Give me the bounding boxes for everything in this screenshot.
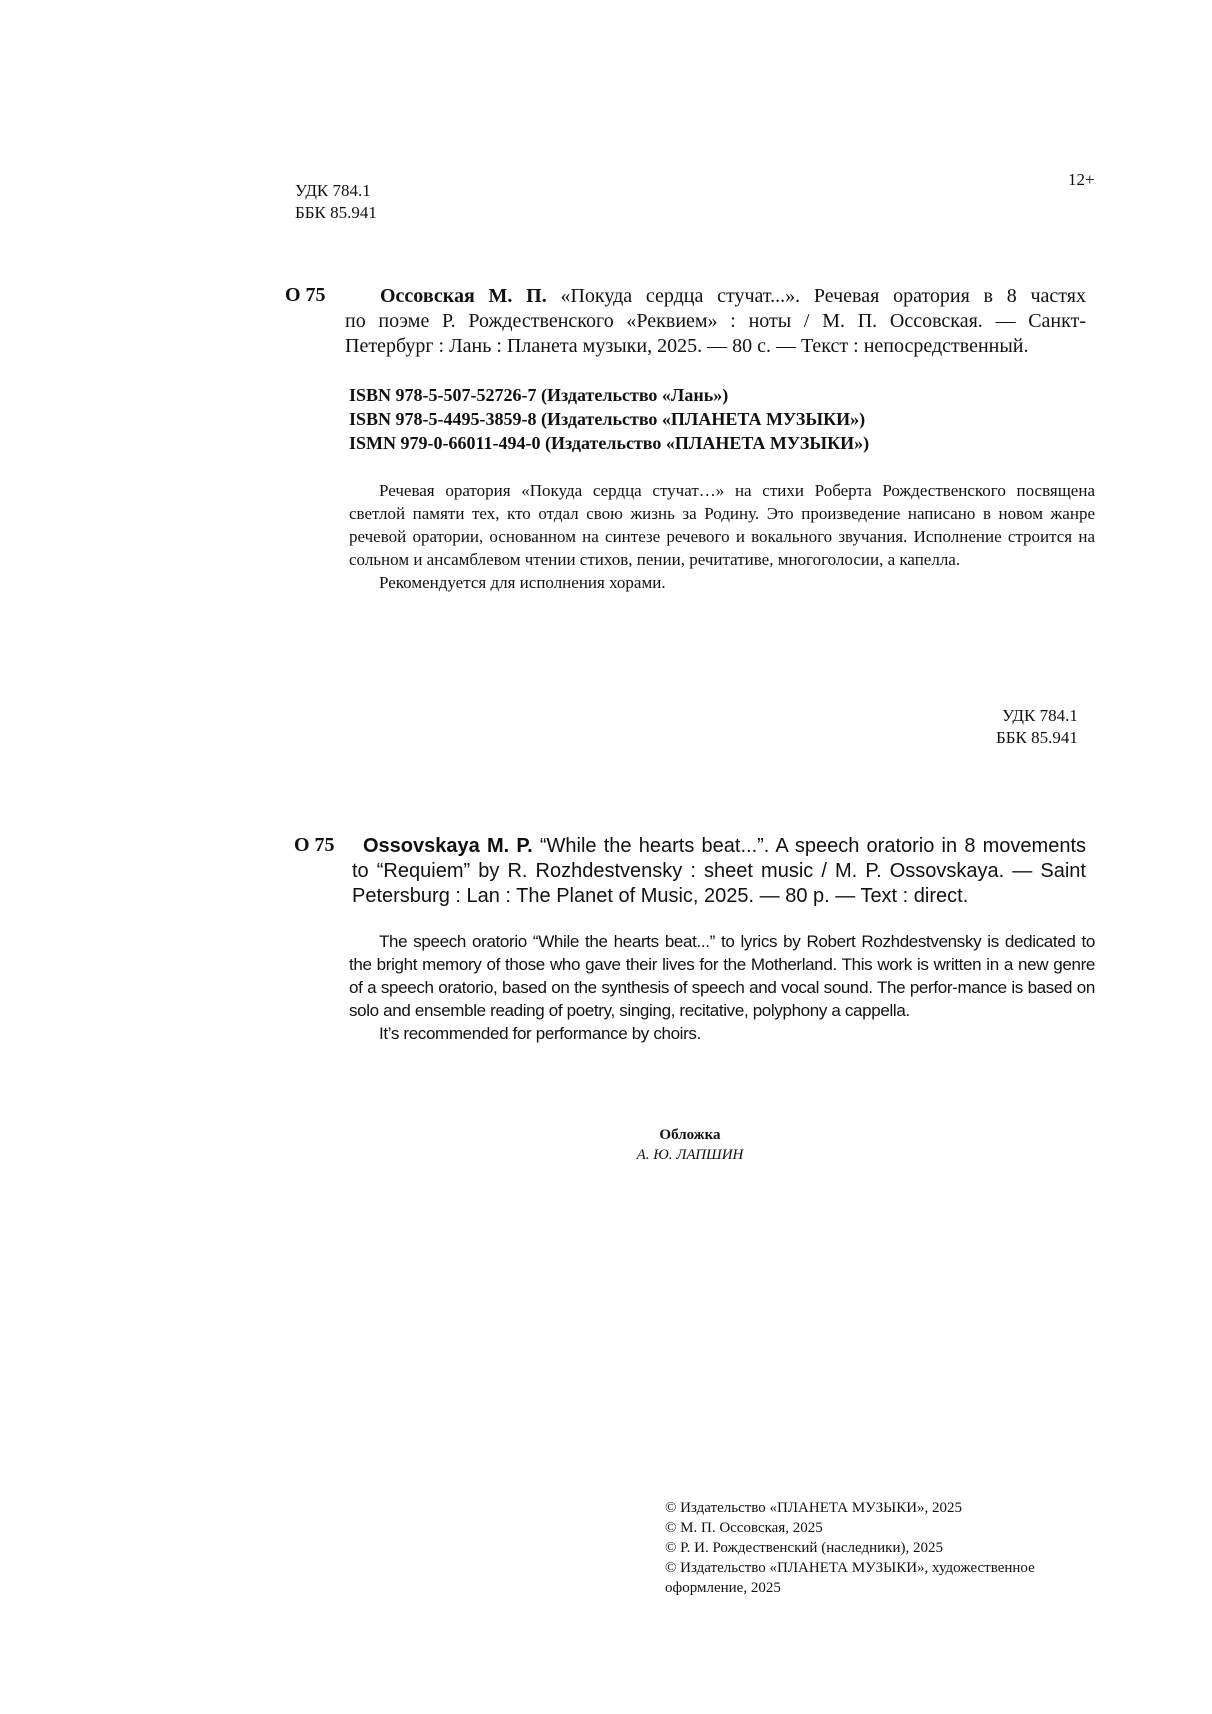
copyright-line: © Издательство «ПЛАНЕТА МУЗЫКИ», 2025 xyxy=(665,1500,963,1516)
isbn-lan: ISBN 978-5-507-52726-7 (Издательство «Лань») xyxy=(349,385,729,405)
bbk-code: ББК 85.941 xyxy=(996,728,1078,747)
copyright-line: оформление, 2025 xyxy=(665,1580,781,1596)
cover-artist: А. Ю. ЛАПШИН xyxy=(636,1147,744,1163)
author-sign-en: O 75 xyxy=(294,834,335,856)
ru-abstract-paragraph: Речевая оратория «Покуда сердца стучат…» на стихи Роберта Рождественского посвящена светлой памяти тех, кто отдал свою жизнь за Родину. Это произведение написано в новом жанре речевой оратории, основанном на синтезе речевого и вокального звучания. Исполнение строится на сольном и ансамблевом чтении стихов, пении, речитативе, многоголосии, а капелла. xyxy=(349,481,1095,569)
ru-recommendation: Рекомендуется для исполнения хорами. xyxy=(379,573,666,592)
en-abstract-paragraph: The speech oratorio “While the hearts beat...” to lyrics by Robert Rozhdestvensky is dedicated to the bright memory of those who gave their lives for the Motherland. This work is written in a new genre of a speech oratorio, based on the synthesis of speech and vocal sound. The perfor-mance is based on solo and ensemble reading of poetry, singing, recitative, polyphony a cappella. xyxy=(349,932,1095,1020)
ismn-planet: ISMN 979-0-66011-494-0 (Издательство «ПЛАНЕТА МУЗЫКИ») xyxy=(349,433,870,453)
en-entry-line-2: to “Requiem” by R. Rozhdestvensky : sheet music / M. P. Ossovskaya. — Saint xyxy=(352,860,1086,882)
en-entry-line-3: Petersburg : Lan : The Planet of Music, 2025. — 80 p. — Text : direct. xyxy=(352,885,969,907)
copyright-block xyxy=(665,1498,1035,1598)
en-author: Ossovskaya M. P. xyxy=(363,835,533,857)
author-sign-ru: О 75 xyxy=(285,284,326,306)
en-entry-line-1 xyxy=(363,834,1086,859)
copyright-line: © М. П. Оссовская, 2025 xyxy=(665,1520,823,1536)
bbk-code: ББК 85.941 xyxy=(295,203,377,222)
cover-label: Обложка xyxy=(659,1127,721,1143)
ru-entry-line-3: Петербург : Лань : Планета музыки, 2025. — 80 с. — Текст : непосредственный. xyxy=(345,335,1029,357)
en-title: “While the hearts beat...”. A speech oratorio in 8 movements xyxy=(532,835,1087,857)
identifier-list xyxy=(349,383,869,455)
classification-mid xyxy=(996,705,1078,749)
ru-entry-line-2: по поэме Р. Рождественского «Реквием» : ноты / М. П. Оссовская. — Санкт- xyxy=(345,310,1086,332)
cover-credit xyxy=(590,1125,790,1165)
udk-code: УДК 784.1 xyxy=(295,181,371,200)
copyright-line: © Издательство «ПЛАНЕТА МУЗЫКИ», художественное xyxy=(665,1560,1035,1576)
ru-entry-line-1 xyxy=(380,284,1086,309)
classification-top xyxy=(295,180,377,224)
isbn-planet: ISBN 978-5-4495-3859-8 (Издательство «ПЛАНЕТА МУЗЫКИ») xyxy=(349,409,866,429)
en-recommendation: It’s recommended for performance by choirs. xyxy=(379,1024,701,1043)
en-abstract xyxy=(349,930,1095,1045)
ru-title: «Покуда сердца стучат...». Речевая оратория в 8 частях xyxy=(546,285,1086,307)
udk-code: УДК 784.1 xyxy=(1002,706,1078,725)
ru-abstract xyxy=(349,479,1095,594)
copyright-line: © Р. И. Рождественский (наследники), 2025 xyxy=(665,1540,943,1556)
age-rating: 12+ xyxy=(1068,170,1095,189)
ru-author: Оссовская М. П. xyxy=(380,285,547,307)
